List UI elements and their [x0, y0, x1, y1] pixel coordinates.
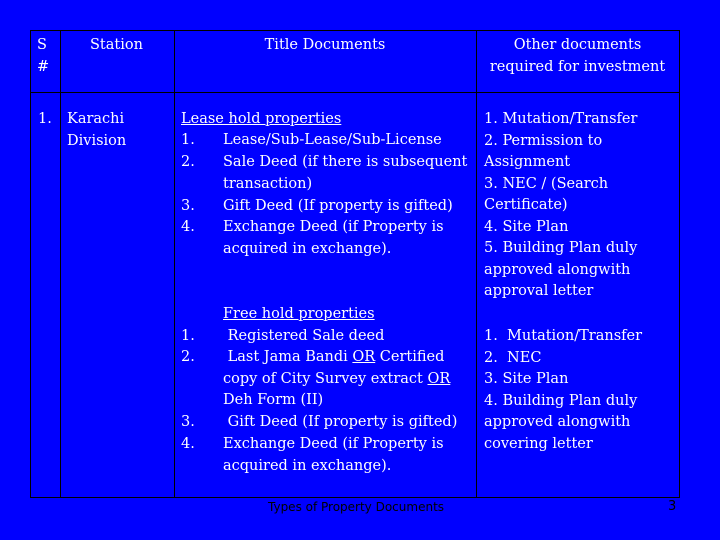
or-keyword: OR [352, 349, 376, 365]
header-serial-line-1: S [37, 37, 47, 53]
footer-caption: Types of Property Documents [268, 500, 445, 514]
column-divider-1 [60, 30, 61, 498]
freehold-item-line: Exchange Deed (if Property is [223, 436, 444, 452]
other-doc-line: approved alongwith [484, 414, 631, 430]
station-name [67, 109, 126, 152]
other-doc-line: covering letter [484, 435, 593, 452]
other-doc-line: approved alongwith [484, 261, 631, 278]
leasehold-item-text: Lease/Sub-Lease/Sub-License [223, 132, 442, 148]
header-serial-number [37, 35, 49, 78]
leasehold-item-line: transaction) [223, 175, 313, 192]
freehold-item-line: acquired in exchange). [223, 457, 392, 474]
other-doc-line: Assignment [484, 154, 571, 170]
header-row-divider [30, 92, 679, 93]
leasehold-item-text [223, 152, 467, 195]
leasehold-item-num: 1. [181, 132, 195, 148]
header-other-documents [476, 35, 679, 78]
freehold-item-line: copy of City Survey extract OR [223, 370, 451, 387]
table-left-border [30, 30, 31, 498]
other-doc-line: 2. NEC [484, 349, 542, 366]
other-doc-line: 4. Building Plan duly [484, 392, 638, 409]
freehold-item-line: Deh Form (II) [223, 392, 324, 408]
freehold-item-line: Last Jama Bandi OR Certified [223, 349, 445, 365]
leasehold-item-text: Gift Deed (If property is gifted) [223, 198, 453, 214]
freehold-other-documents [484, 326, 642, 455]
header-other-documents-line-2: required for investment [489, 58, 666, 75]
leasehold-heading: Lease hold properties [181, 111, 342, 127]
table-right-border [679, 30, 680, 498]
other-doc-line: 3. Site Plan [484, 371, 569, 387]
freehold-item-text [223, 434, 444, 477]
leasehold-item-num: 2. [181, 154, 195, 170]
freehold-item-text [223, 347, 450, 412]
other-doc-line: 2. Permission to [484, 132, 603, 149]
other-doc-line: 4. Site Plan [484, 218, 569, 235]
leasehold-item-text [223, 217, 444, 260]
or-keyword: OR [427, 370, 451, 387]
freehold-item-text: Gift Deed (If property is gifted) [223, 414, 458, 430]
header-other-documents-line-1: Other documents [513, 37, 642, 53]
row-number: 1. [38, 111, 52, 127]
leasehold-item-line: Sale Deed (if there is subsequent [223, 154, 468, 170]
header-title-documents: Title Documents [264, 37, 386, 53]
freehold-item-num: 1. [181, 328, 195, 344]
other-doc-line: 5. Building Plan duly [484, 240, 638, 256]
other-doc-line: 3. NEC / (Search [484, 175, 609, 192]
leasehold-other-documents [484, 109, 637, 303]
other-doc-line: Certificate) [484, 197, 568, 213]
freehold-item-text: Registered Sale deed [223, 328, 385, 344]
freehold-item-num: 3. [181, 414, 195, 430]
column-divider-3 [476, 30, 477, 498]
freehold-item-num: 4. [181, 436, 195, 452]
station-name-line-2: Division [67, 132, 127, 149]
other-doc-line: 1. Mutation/Transfer [484, 111, 638, 127]
header-station: Station [90, 37, 143, 53]
leasehold-item-num: 3. [181, 198, 195, 214]
other-doc-line: 1. Mutation/Transfer [484, 328, 643, 344]
header-serial-line-2: # [37, 58, 50, 75]
leasehold-item-num: 4. [181, 219, 195, 235]
column-divider-2 [174, 30, 175, 498]
freehold-heading: Free hold properties [223, 306, 375, 322]
leasehold-item-line: Exchange Deed (if Property is [223, 219, 444, 235]
page-number: 3 [668, 499, 677, 514]
leasehold-item-line: acquired in exchange). [223, 240, 392, 257]
freehold-item-num: 2. [181, 349, 195, 365]
other-doc-line: approval letter [484, 283, 594, 299]
station-name-line-1: Karachi [67, 111, 125, 127]
table-top-border [30, 30, 679, 31]
